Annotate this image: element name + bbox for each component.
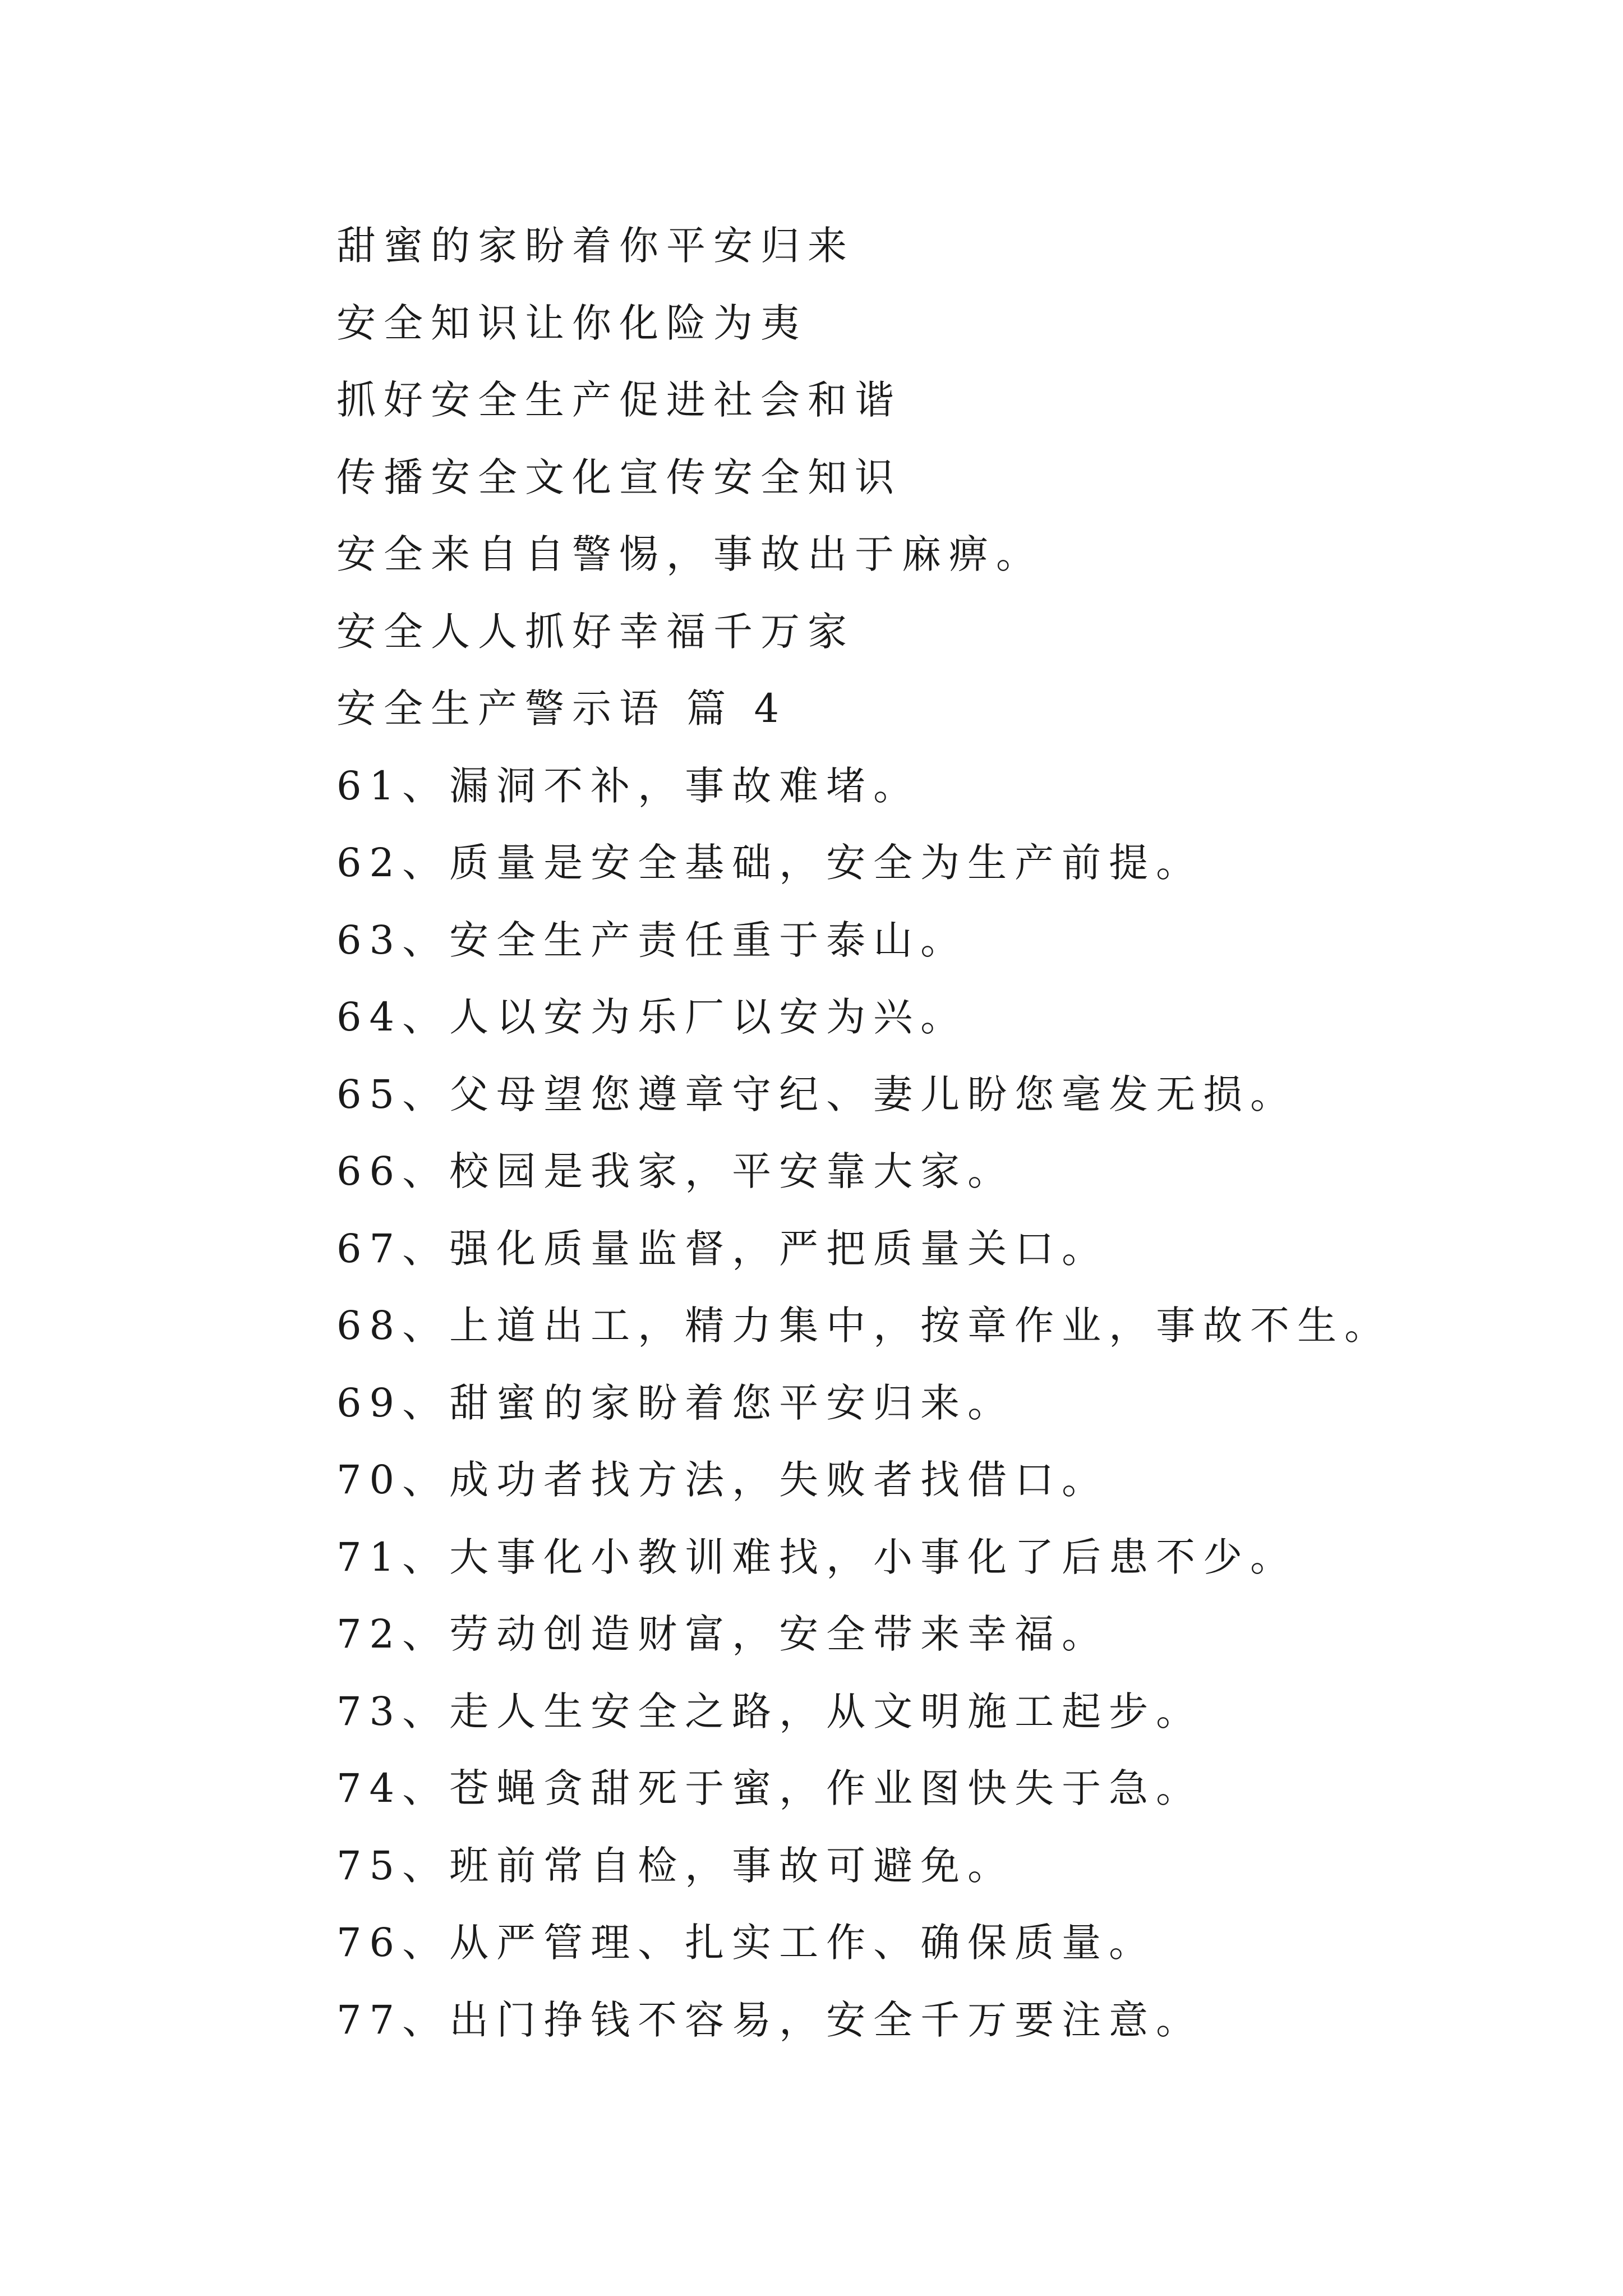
list-item: 67、强化质量监督，严把质量关口。: [336, 1225, 1109, 1272]
list-item: 77、出门挣钱不容易，安全千万要注意。: [336, 1996, 1204, 2043]
list-item: 64、人以安为乐厂以安为兴。: [336, 994, 968, 1040]
list-item: 63、安全生产责任重于泰山。: [336, 917, 968, 963]
list-item: 62、质量是安全基础，安全为生产前提。: [336, 840, 1204, 886]
document-body: [336, 208, 1514, 2059]
list-item: 76、从严管理、扎实工作、确保质量。: [336, 1920, 1156, 1966]
section-heading: 安全生产警示语 篇 4: [336, 685, 787, 731]
list-item: 69、甜蜜的家盼着您平安归来。: [336, 1379, 1015, 1426]
list-item: 66、校园是我家，平安靠大家。: [336, 1148, 1015, 1194]
list-item: 65、父母望您遵章守纪、妻儿盼您毫发无损。: [336, 1071, 1298, 1117]
list-item: 75、班前常自检，事故可避免。: [336, 1842, 1015, 1889]
text-line: 抓好安全生产促进社会和谐: [336, 377, 902, 423]
list-item: 73、走人生安全之路，从文明施工起步。: [336, 1688, 1204, 1734]
list-item: 61、漏洞不补，事故难堵。: [336, 762, 921, 809]
text-line: 安全知识让你化险为夷: [336, 300, 808, 346]
text-line: 安全人人抓好幸福千万家: [336, 608, 855, 655]
list-item: 72、劳动创造财富，安全带来幸福。: [336, 1611, 1109, 1657]
text-line: 甜蜜的家盼着你平安归来: [336, 223, 855, 269]
list-item: 71、大事化小教训难找，小事化了后患不少。: [336, 1534, 1298, 1580]
text-line: 传播安全文化宣传安全知识: [336, 454, 902, 500]
list-item: 68、上道出工，精力集中，按章作业，事故不生。: [336, 1303, 1392, 1349]
list-item: 70、成功者找方法，失败者找借口。: [336, 1457, 1109, 1503]
list-item: 74、苍蝇贪甜死于蜜，作业图快失于急。: [336, 1765, 1204, 1811]
text-line: 安全来自自警惕，事故出于麻痹。: [336, 531, 1043, 577]
